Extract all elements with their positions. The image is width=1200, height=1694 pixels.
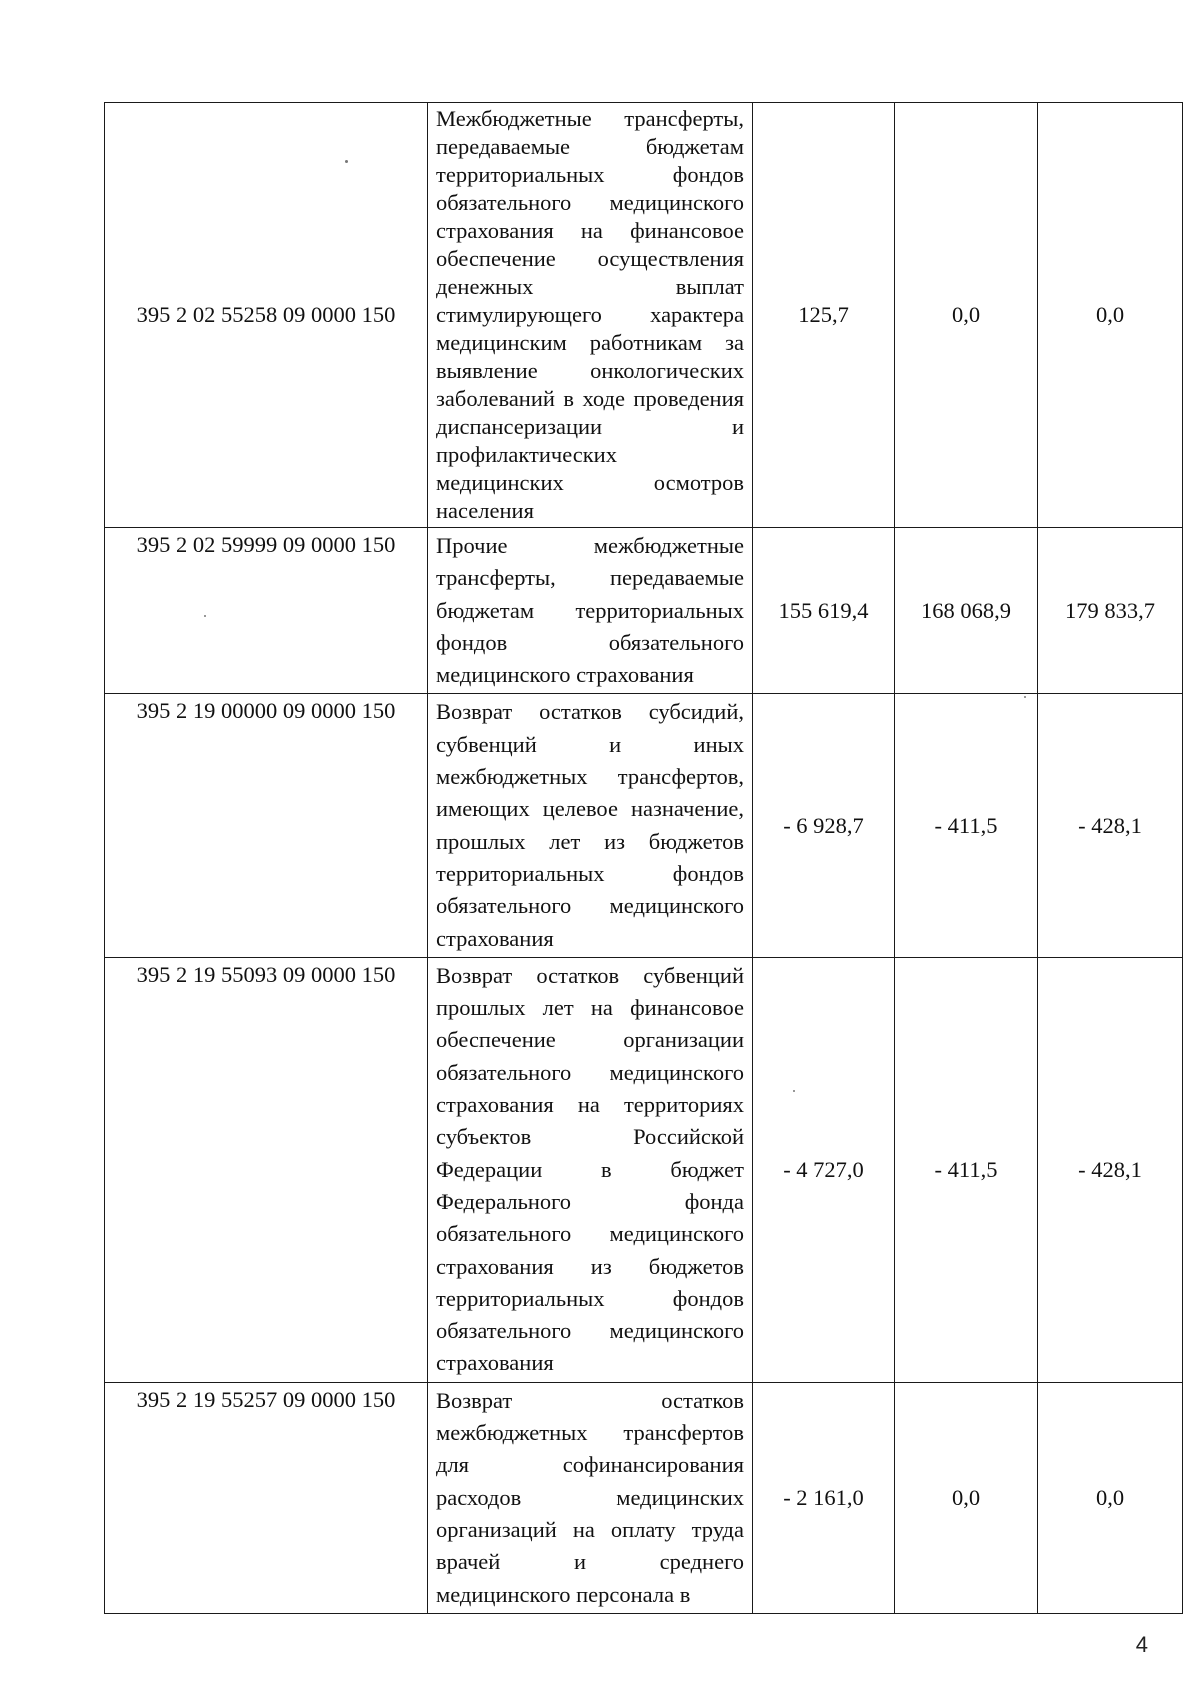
scan-speck: [793, 1090, 795, 1092]
value-year2-cell: - 411,5: [895, 694, 1038, 957]
value-year1-cell: - 4 727,0: [753, 957, 895, 1382]
table-row: [105, 957, 1183, 1382]
value-year3-cell: 179 833,7: [1038, 528, 1183, 694]
description-cell: Возврат остатков субсидий, субвенций и иных межбюджетных трансфертов, имеющих целевое назначение, прошлых лет из бюджетов территориальных фондов обязательного медицинского страхования: [428, 694, 753, 957]
scan-speck: [204, 615, 206, 617]
scan-speck: [1024, 696, 1026, 698]
value-year3-cell: - 428,1: [1038, 957, 1183, 1382]
table-row: [105, 528, 1183, 694]
value-year3-cell: - 428,1: [1038, 694, 1183, 957]
page-number: 4: [1135, 1632, 1148, 1657]
value-year2-cell: - 411,5: [895, 957, 1038, 1382]
value-year3-cell: 0,0: [1038, 103, 1183, 528]
budget-code-cell: 395 2 19 55093 09 0000 150: [105, 957, 428, 1382]
value-year1-cell: - 6 928,7: [753, 694, 895, 957]
value-year2-cell: 168 068,9: [895, 528, 1038, 694]
description-cell: Возврат остатков субвенций прошлых лет на финансовое обеспечение организации обязательного медицинского страхования на территориях субъектов Российской Федерации в бюджет Федерального фонда обязательного медицинского страхования из бюджетов территориальных фондов обязательного медицинского страхования: [428, 957, 753, 1382]
budget-code-cell: 395 2 19 55257 09 0000 150: [105, 1382, 428, 1613]
value-year1-cell: 155 619,4: [753, 528, 895, 694]
table-row: [105, 694, 1183, 957]
budget-code-cell: 395 2 19 00000 09 0000 150: [105, 694, 428, 957]
value-year2-cell: 0,0: [895, 1382, 1038, 1613]
value-year3-cell: 0,0: [1038, 1382, 1183, 1613]
value-year2-cell: 0,0: [895, 103, 1038, 528]
description-cell: Прочие межбюджетные трансферты, передаваемые бюджетам территориальных фондов обязательного медицинского страхования: [428, 528, 753, 694]
description-cell: Межбюджетные трансферты, передаваемые бюджетам территориальных фондов обязательного медицинского страхования на финансовое обеспечение осуществления денежных выплат стимулирующего характера медицинским работникам за выявление онкологических заболеваний в ходе проведения диспансеризации и профилактических медицинских осмотров населения: [428, 103, 753, 528]
table-row: [105, 103, 1183, 528]
scan-speck: [345, 160, 348, 163]
value-year1-cell: - 2 161,0: [753, 1382, 895, 1613]
budget-table: [104, 102, 1183, 1614]
value-year1-cell: 125,7: [753, 103, 895, 528]
budget-code-cell: 395 2 02 55258 09 0000 150: [105, 103, 428, 528]
table-row: [105, 1382, 1183, 1613]
description-cell: Возврат остатков межбюджетных трансфертов для софинансирования расходов медицинских организаций на оплату труда врачей и среднего медицинского персонала в: [428, 1382, 753, 1613]
budget-code-cell: 395 2 02 59999 09 0000 150: [105, 528, 428, 694]
